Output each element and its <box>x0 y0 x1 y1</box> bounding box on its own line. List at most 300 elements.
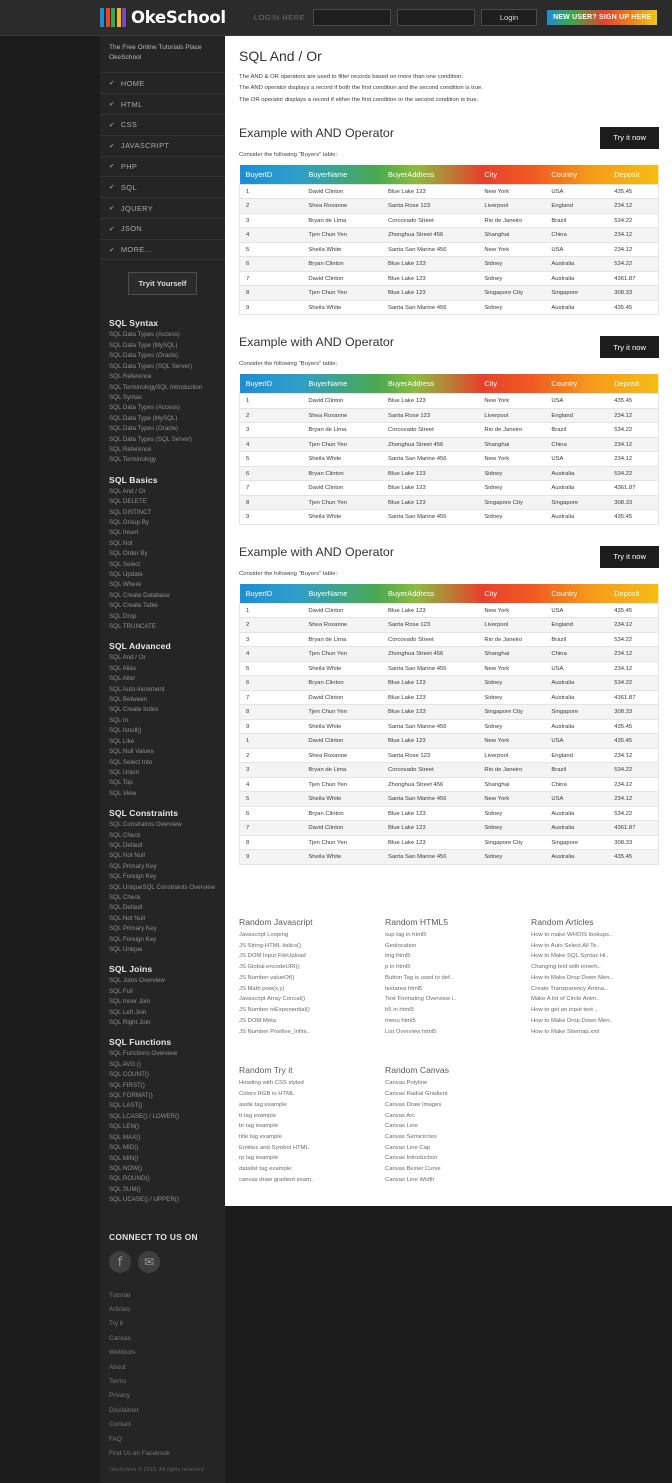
footer-column-link[interactable]: tt tag example <box>239 1112 277 1119</box>
sidebar-link[interactable]: SQL Data Types (Access) <box>109 331 180 339</box>
sidebar-link[interactable]: SQL UCASE() / UPPER() <box>109 1196 179 1204</box>
sidebar-link[interactable]: SQL Syntax <box>109 393 142 401</box>
column-header-buyername[interactable]: BuyerName <box>308 379 348 389</box>
sidebar-link[interactable]: SQL Create Table <box>109 602 158 610</box>
sidebar-link[interactable]: SQL LCASE() / LOWER() <box>109 1112 180 1120</box>
table-cell: Shea Roxanne <box>302 618 382 633</box>
table-cell: Tjen Chun Yen <box>302 495 382 510</box>
table-cell: 5 <box>240 242 303 257</box>
logo-bar-3 <box>117 8 121 27</box>
sidebar-link[interactable]: SQL Data Type (MySQL) <box>109 414 178 422</box>
footer-column-link[interactable]: Make A lot of Circle Anim.. <box>531 996 600 1003</box>
table-cell: 9 <box>240 510 303 525</box>
sidebar-link[interactable]: SQL Select <box>109 560 141 568</box>
site-logo[interactable] <box>100 8 226 27</box>
sidebar-link[interactable]: SQL Data Type (MySQL) <box>109 341 178 349</box>
table-cell: China <box>545 228 608 243</box>
footer-column-link[interactable]: Javascript Array Concat() <box>239 996 306 1003</box>
table-cell: Singapore <box>545 835 608 850</box>
sidebar-link[interactable]: SQL SUM() <box>109 1185 141 1193</box>
column-header-buyername[interactable]: BuyerName <box>308 169 348 179</box>
table-cell: Zhonghua Street 456 <box>382 777 478 792</box>
footer-column-link[interactable]: How to make WHOIS lookups.. <box>531 931 613 938</box>
sidebar-section <box>100 964 225 1028</box>
sidebar-link[interactable]: SQL In <box>109 716 129 724</box>
table-cell: 435.45 <box>608 603 658 618</box>
column-header-buyeraddress[interactable]: BuyerAddress <box>387 588 435 598</box>
facebook-icon[interactable]: f <box>109 1251 131 1273</box>
sidebar-section-title: SQL Functions <box>109 1037 172 1048</box>
footer-column-link[interactable]: br tag example <box>239 1123 278 1130</box>
logo-bar-0 <box>100 8 104 27</box>
footer-column-link[interactable]: How to Make SQL Syntax Hi.. <box>531 953 609 960</box>
sidebar-link[interactable]: SQL Unique <box>109 946 143 953</box>
sidebar-link[interactable]: SQL Full <box>109 987 133 995</box>
table-cell: 435.45 <box>608 394 658 409</box>
sidebar-item-jquery[interactable] <box>100 198 225 219</box>
column-header-city[interactable]: City <box>484 169 498 179</box>
footer-column-link[interactable]: Text Formating Overview i.. <box>385 996 457 1003</box>
sidebar-link[interactable]: SQL Alias <box>109 664 136 672</box>
footer-column-link[interactable]: Canvas Draw Images <box>385 1101 442 1108</box>
sidebar-link[interactable]: SQL Not Null <box>109 914 145 922</box>
sidebar-link[interactable]: SQL Update <box>109 571 143 578</box>
table-cell: Sheila White <box>302 850 382 865</box>
sidebar-link[interactable]: SQL AVG () <box>109 1060 141 1068</box>
column-header-country[interactable]: Country <box>551 169 578 179</box>
table-cell: Singapore <box>545 495 608 510</box>
sidebar-link[interactable]: SQL NOW() <box>109 1164 143 1172</box>
sidebar-item-more[interactable] <box>100 240 225 261</box>
footer-column-link[interactable]: p in html5 <box>385 964 411 971</box>
table-cell: New York <box>478 734 545 749</box>
sidebar-link[interactable]: SQL Drop <box>109 612 137 620</box>
sidebar-item-css[interactable] <box>100 115 225 136</box>
table-cell: Tjen Chun Yen <box>302 286 382 301</box>
sidebar-link[interactable]: SQL Data Types (SQL Server) <box>109 362 192 370</box>
table-cell: 2 <box>240 618 303 633</box>
sidebar-link[interactable]: SQL Where <box>109 581 142 589</box>
sidebar-link[interactable]: SQL Top <box>109 779 133 787</box>
table-cell: 234.12 <box>608 408 658 423</box>
sidebar-link[interactable]: SQL UniqueSQL Constraints Overview <box>109 883 216 891</box>
sidebar-item-html[interactable] <box>100 94 225 115</box>
footer-column-link[interactable]: Canvas Polyline <box>385 1080 428 1087</box>
table-row <box>240 806 659 821</box>
table-row <box>240 257 659 272</box>
footer-column-link[interactable]: title tag example <box>239 1134 282 1140</box>
example-title: Example with AND Operator <box>239 335 394 350</box>
table-cell: Singapore <box>545 705 608 720</box>
sidebar-link[interactable]: SQL ROUND() <box>109 1175 150 1183</box>
table-cell: Australia <box>545 481 608 496</box>
sidebar-link[interactable]: SQL Data Types (Oracle) <box>109 425 179 433</box>
intro-paragraphs <box>239 72 659 106</box>
footer-column-link[interactable]: sup tag in html5 <box>385 931 427 938</box>
sidebar-link[interactable]: SQL Not <box>109 539 133 547</box>
column-header-city[interactable]: City <box>484 588 498 598</box>
table-cell: 8 <box>240 495 303 510</box>
footer-column-link[interactable]: How to Auto Select All Te.. <box>531 942 600 949</box>
table-cell: 9 <box>240 719 303 734</box>
sidebar-link[interactable]: SQL Check <box>109 893 141 901</box>
sidebar-link[interactable]: SQL Left Join <box>109 1008 147 1016</box>
footer-column-link[interactable]: menu html5 <box>385 1017 416 1024</box>
sidebar-link[interactable]: SQL Like <box>109 737 135 745</box>
table-cell: Blue Lake 123 <box>382 821 478 836</box>
connect-title: CONNECT TO US ON <box>109 1231 198 1242</box>
footer-column-link[interactable]: canvas draw gradient exam.. <box>239 1176 315 1183</box>
table-row <box>240 437 659 452</box>
table-cell: Tjen Chun Yen <box>302 647 382 662</box>
sidebar-item-json[interactable] <box>100 219 225 240</box>
table-cell: Blue Lake 123 <box>382 271 478 286</box>
table-cell: Sidney <box>478 676 545 691</box>
sidebar-link[interactable]: SQL Alter <box>109 675 136 683</box>
footer-column-link[interactable]: rp tag example <box>239 1155 278 1162</box>
table-cell: 435.45 <box>608 300 658 315</box>
try-it-now-button[interactable]: Try it now <box>600 546 659 568</box>
sidebar-link[interactable]: SQL Default <box>109 904 143 912</box>
footer-link[interactable]: FAQ <box>109 1435 122 1443</box>
column-header-buyeraddress[interactable]: BuyerAddress <box>387 379 435 389</box>
table-cell: 234.12 <box>608 792 658 807</box>
table-cell: Singapore City <box>478 835 545 850</box>
footer-column-link[interactable]: How to Make Drop Down Men.. <box>531 974 613 981</box>
table-cell: Australia <box>545 271 608 286</box>
footer-column-link[interactable]: JS Global encodeURI() <box>239 964 300 971</box>
table-cell: Shanghai <box>478 647 545 662</box>
table-cell: Sidney <box>478 821 545 836</box>
table-cell: 435.45 <box>608 184 658 199</box>
sidebar-link[interactable]: SQL Null Values <box>109 748 154 756</box>
sidebar-link[interactable]: SQL Terminology <box>109 456 157 464</box>
footer-link[interactable]: Webtools <box>109 1349 136 1357</box>
footer-link[interactable]: Articles <box>109 1305 130 1313</box>
table-cell: Brazil <box>545 632 608 647</box>
sidebar-link[interactable]: SQL Primary Key <box>109 862 157 870</box>
table-cell: Bryan de Lima <box>302 423 382 438</box>
footer-link-column <box>385 917 513 1037</box>
table-cell: Sheila White <box>302 661 382 676</box>
sidebar-item-php[interactable] <box>100 157 225 178</box>
intro-line: The AND operator displays a record if both the first condition and the second condition is true. <box>239 85 483 92</box>
column-header-buyername[interactable]: BuyerName <box>308 588 348 598</box>
footer-column-link[interactable]: Geolocation <box>385 942 417 949</box>
sidebar-link[interactable]: SQL Auto-increment <box>109 685 165 693</box>
sidebar-link[interactable]: SQL LAST() <box>109 1102 143 1110</box>
table-cell: Singapore City <box>478 495 545 510</box>
footer-column-link[interactable]: Canvas Bezier Curve <box>385 1166 441 1173</box>
table-row <box>240 495 659 510</box>
table-cell: 534.22 <box>608 806 658 821</box>
sidebar-item-sql[interactable] <box>100 177 225 198</box>
table-cell: 308.33 <box>608 286 658 301</box>
sidebar-link[interactable]: SQL Data Types (SQL Server) <box>109 435 192 443</box>
sidebar-link[interactable]: SQL TRUNCATE <box>109 623 156 631</box>
sidebar-link[interactable]: SQL Union <box>109 768 140 776</box>
footer-column-link[interactable]: JS String-HTML italics() <box>239 942 301 949</box>
table-cell: 234.12 <box>608 452 658 467</box>
sidebar-link[interactable]: SQL MAX() <box>109 1133 141 1141</box>
sidebar-link[interactable]: SQL Not Null <box>109 852 145 860</box>
column-header-country[interactable]: Country <box>551 588 578 598</box>
try-it-now-button[interactable]: Try it now <box>600 336 659 358</box>
sidebar-link[interactable]: SQL Reference <box>109 373 152 381</box>
sidebar-link[interactable]: SQL Insert <box>109 529 139 537</box>
footer-column-link[interactable]: How to Make Sitemap.xml <box>531 1028 600 1035</box>
table-cell: China <box>545 647 608 662</box>
footer-column-link[interactable]: img html5 <box>385 953 411 960</box>
table-cell: Sheila White <box>302 300 382 315</box>
logo-text: OkeSchool <box>131 8 226 27</box>
sidebar-link[interactable]: SQL Functions Overview <box>109 1050 178 1058</box>
sidebar-section-title: SQL Syntax <box>109 318 159 329</box>
sidebar-item-home[interactable] <box>100 73 225 94</box>
sidebar-link[interactable]: SQL LEN() <box>109 1123 140 1131</box>
table-row <box>240 618 659 633</box>
footer-column-link[interactable]: Canvas Line Cap <box>385 1144 431 1151</box>
table-cell: Blue Lake 123 <box>382 466 478 481</box>
column-header-buyerid[interactable]: BuyerID <box>245 588 273 598</box>
footer-column-link[interactable]: JS Number valueOf() <box>239 974 295 981</box>
footer-column-link[interactable]: Heading with CSS styled <box>239 1080 304 1087</box>
sidebar-link[interactable]: SQL Create Index <box>109 706 159 714</box>
sidebar-link[interactable]: SQL MID() <box>109 1144 139 1152</box>
logo-bar-1 <box>106 8 110 27</box>
sidebar-link[interactable]: SQL Order By <box>109 550 148 558</box>
table-cell: 8 <box>240 835 303 850</box>
table-cell: Blue Lake 123 <box>382 184 478 199</box>
body-columns <box>0 36 672 1483</box>
table-row <box>240 777 659 792</box>
footer-link[interactable]: Canvas <box>109 1334 131 1342</box>
sidebar-item-javascript[interactable] <box>100 136 225 157</box>
table-cell: 234.12 <box>608 228 658 243</box>
table-cell: David Clinton <box>302 734 382 749</box>
table-row <box>240 184 659 199</box>
sidebar-link[interactable]: SQL Inner Join <box>109 998 151 1006</box>
table-row <box>240 603 659 618</box>
table-cell: 234.12 <box>608 437 658 452</box>
table-row <box>240 423 659 438</box>
table-cell: 534.22 <box>608 423 658 438</box>
table-cell: 534.22 <box>608 466 658 481</box>
sidebar-item-label: JAVASCRIPT <box>120 141 170 151</box>
footer-column-link[interactable]: Canvas Line Width <box>385 1176 435 1183</box>
table-cell: 234.12 <box>608 618 658 633</box>
footer-link[interactable]: Privacy <box>109 1392 130 1400</box>
table-cell: Liverpool <box>478 408 545 423</box>
sidebar-link[interactable]: SQL Right Join <box>109 1019 151 1027</box>
table-cell: 435.45 <box>608 719 658 734</box>
sidebar-link[interactable]: SQL Data Types (Oracle) <box>109 352 179 360</box>
sidebar-section-title: SQL Advanced <box>109 641 171 652</box>
table-cell: 3 <box>240 763 303 778</box>
sidebar-item-label: SQL <box>120 182 137 192</box>
table-row <box>240 228 659 243</box>
table-cell: Liverpool <box>478 199 545 214</box>
table-cell: Sidney <box>478 481 545 496</box>
footer-column-link[interactable]: Colors RGB in HTML <box>239 1091 295 1098</box>
footer-link[interactable]: About <box>109 1363 126 1371</box>
sidebar-link[interactable]: SQL Foreign Key <box>109 935 157 943</box>
column-header-buyeraddress[interactable]: BuyerAddress <box>387 169 435 179</box>
footer-column-link[interactable]: JS Math pow(x,y) <box>239 985 285 992</box>
column-header-buyerid[interactable]: BuyerID <box>245 169 273 179</box>
table-row <box>240 850 659 865</box>
footer-link[interactable]: Tutorial <box>109 1291 131 1299</box>
footer-column-link[interactable]: datalist tag example <box>239 1166 292 1173</box>
table-cell: Bryan de Lima <box>302 213 382 228</box>
sidebar-link[interactable]: SQL Check <box>109 831 141 839</box>
footer-column-link[interactable]: Button Tag is used to def.. <box>385 974 454 981</box>
table-cell: Liverpool <box>478 618 545 633</box>
sidebar-link[interactable]: SQL Between <box>109 696 147 704</box>
footer-column-link[interactable]: aside tag example <box>239 1101 287 1108</box>
table-cell: 435.45 <box>608 734 658 749</box>
sidebar-link[interactable]: SQL And / Or <box>109 654 146 662</box>
table-cell: Blue Lake 123 <box>382 734 478 749</box>
footer-column-link[interactable]: How to Make Drop Down Men.. <box>531 1017 613 1024</box>
sidebar-link[interactable]: SQL FIRST() <box>109 1081 145 1089</box>
sidebar-link[interactable]: SQL Select Into <box>109 758 153 766</box>
tryit-yourself-button[interactable]: Tryit Yourself <box>128 272 198 295</box>
column-header-deposit[interactable]: Deposit <box>614 169 640 179</box>
column-header-deposit[interactable]: Deposit <box>614 379 640 389</box>
footer-link[interactable]: Try it <box>109 1320 123 1328</box>
column-header-country[interactable]: Country <box>551 379 578 389</box>
footer-column-link[interactable]: List Overview html5 <box>385 1028 437 1035</box>
sidebar-section <box>100 1037 225 1205</box>
sidebar-link[interactable]: SQL Group By <box>109 518 150 526</box>
table-cell: 234.12 <box>608 777 658 792</box>
table-cell: Rio de Janeiro <box>478 213 545 228</box>
twitter-icon[interactable]: ✉ <box>138 1251 160 1273</box>
footer-column-link[interactable]: Canvas Semicircles <box>385 1134 437 1140</box>
footer-link-column <box>239 917 367 1037</box>
table-row <box>240 690 659 705</box>
footer-link[interactable]: Disclaimer <box>109 1406 139 1414</box>
password-input[interactable] <box>397 9 475 26</box>
table-cell: Tjen Chun Yen <box>302 228 382 243</box>
footer-column-link[interactable]: JS DOM Input FileUpload <box>239 953 306 960</box>
table-cell: 1 <box>240 603 303 618</box>
footer-column-link[interactable]: Entities and Symbol HTML <box>239 1144 309 1151</box>
footer-link[interactable]: Contact <box>109 1421 132 1429</box>
sidebar-link[interactable]: SQL Foreign Key <box>109 873 157 881</box>
sidebar-link[interactable]: SQL View <box>109 789 137 797</box>
footer-column-link[interactable]: JS DOM Meta <box>239 1017 276 1024</box>
sidebar-link[interactable]: SQL COUNT() <box>109 1071 149 1079</box>
table-cell: Tjen Chun Yen <box>302 705 382 720</box>
table-row <box>240 466 659 481</box>
sidebar-link[interactable]: SQL Data Types (Access) <box>109 404 180 412</box>
table-cell: 8 <box>240 286 303 301</box>
footer-column-link[interactable]: How to get an input text .. <box>531 1007 598 1014</box>
column-header-deposit[interactable]: Deposit <box>614 588 640 598</box>
buyers-table <box>239 165 659 316</box>
login-button[interactable]: Login <box>481 9 537 26</box>
table-cell: Sidney <box>478 257 545 272</box>
footer-link[interactable]: Terms <box>109 1377 127 1385</box>
sidebar-item-label: MORE... <box>120 245 152 255</box>
table-row <box>240 408 659 423</box>
footer-column-link[interactable]: Changing text with innerh.. <box>531 964 601 971</box>
footer-column-link[interactable]: Canvas Introduction <box>385 1155 438 1162</box>
table-cell: China <box>545 437 608 452</box>
table-cell: Rio de Janeiro <box>478 763 545 778</box>
table-cell: 308.33 <box>608 705 658 720</box>
table-cell: Blue Lake 123 <box>382 481 478 496</box>
footer-column-link[interactable]: Canvas Radial Gradient <box>385 1091 448 1098</box>
footer-column-link[interactable]: Canvas Line <box>385 1123 418 1130</box>
table-cell: 534.22 <box>608 763 658 778</box>
column-header-buyerid[interactable]: BuyerID <box>245 379 273 389</box>
check-icon: ✔ <box>109 225 115 233</box>
footer-column-link[interactable]: textarea html5 <box>385 985 423 992</box>
main-content <box>225 36 672 1206</box>
table-cell: 9 <box>240 300 303 315</box>
footer-column-link[interactable]: Create Transparency Anima.. <box>531 985 608 992</box>
sidebar-link[interactable]: SQL Joins Overview <box>109 977 165 985</box>
table-cell: 234.12 <box>608 242 658 257</box>
sidebar-link[interactable]: SQL Primary Key <box>109 925 157 933</box>
signup-button[interactable]: NEW USER? SIGN UP HERE <box>547 10 657 25</box>
footer-column-link[interactable]: JS Number toExponential() <box>239 1007 310 1014</box>
sidebar-link[interactable]: SQL DELETE <box>109 498 147 506</box>
sidebar-link[interactable]: SQL Reference <box>109 445 152 453</box>
table-cell: China <box>545 777 608 792</box>
sidebar-link[interactable]: SQL Create Database <box>109 591 170 599</box>
table-cell: 4 <box>240 228 303 243</box>
table-row <box>240 763 659 778</box>
sidebar-link[interactable]: SQL Constraints Overview <box>109 821 182 829</box>
table-row <box>240 213 659 228</box>
sidebar-link[interactable]: SQL Isnull() <box>109 727 142 735</box>
sidebar-section-title: SQL Basics <box>109 474 158 485</box>
table-row <box>240 792 659 807</box>
sidebar-link[interactable]: SQL FORMAT() <box>109 1092 153 1100</box>
footer-column-link[interactable]: h5 in html5 <box>385 1007 414 1014</box>
table-cell: 1 <box>240 734 303 749</box>
footer-link-column <box>239 1065 367 1185</box>
social-links <box>100 1251 225 1289</box>
table-cell: Santa San Marine 456 <box>382 242 478 257</box>
footer-link-column <box>531 917 659 1037</box>
try-it-now-button[interactable]: Try it now <box>600 127 659 149</box>
sidebar-link[interactable]: SQL And / Or <box>109 487 146 495</box>
footer-column-link[interactable]: Canvas Arc <box>385 1112 416 1119</box>
consider-text: Consider the following "Buyers" table: <box>239 570 338 577</box>
footer-link[interactable]: Find Us on Facebook <box>109 1450 170 1457</box>
table-cell: Zhonghua Street 456 <box>382 647 478 662</box>
sidebar-link[interactable]: SQL Default <box>109 841 143 849</box>
table-cell: New York <box>478 661 545 676</box>
table-cell: 6 <box>240 676 303 691</box>
table-cell: 8 <box>240 705 303 720</box>
table-cell: England <box>545 199 608 214</box>
table-cell: USA <box>545 603 608 618</box>
username-input[interactable] <box>313 9 391 26</box>
table-cell: Shea Roxanne <box>302 408 382 423</box>
sidebar-link[interactable]: SQL DISTINCT <box>109 508 152 516</box>
sidebar-link[interactable]: SQL MIN() <box>109 1154 139 1162</box>
sidebar-link[interactable]: SQL TerminologySQL Introduction <box>109 383 203 391</box>
column-header-city[interactable]: City <box>484 379 498 389</box>
footer-column-link[interactable]: JS Number Positive_Infini.. <box>239 1028 310 1035</box>
footer-column-link[interactable]: Javascript Looping <box>239 931 289 938</box>
